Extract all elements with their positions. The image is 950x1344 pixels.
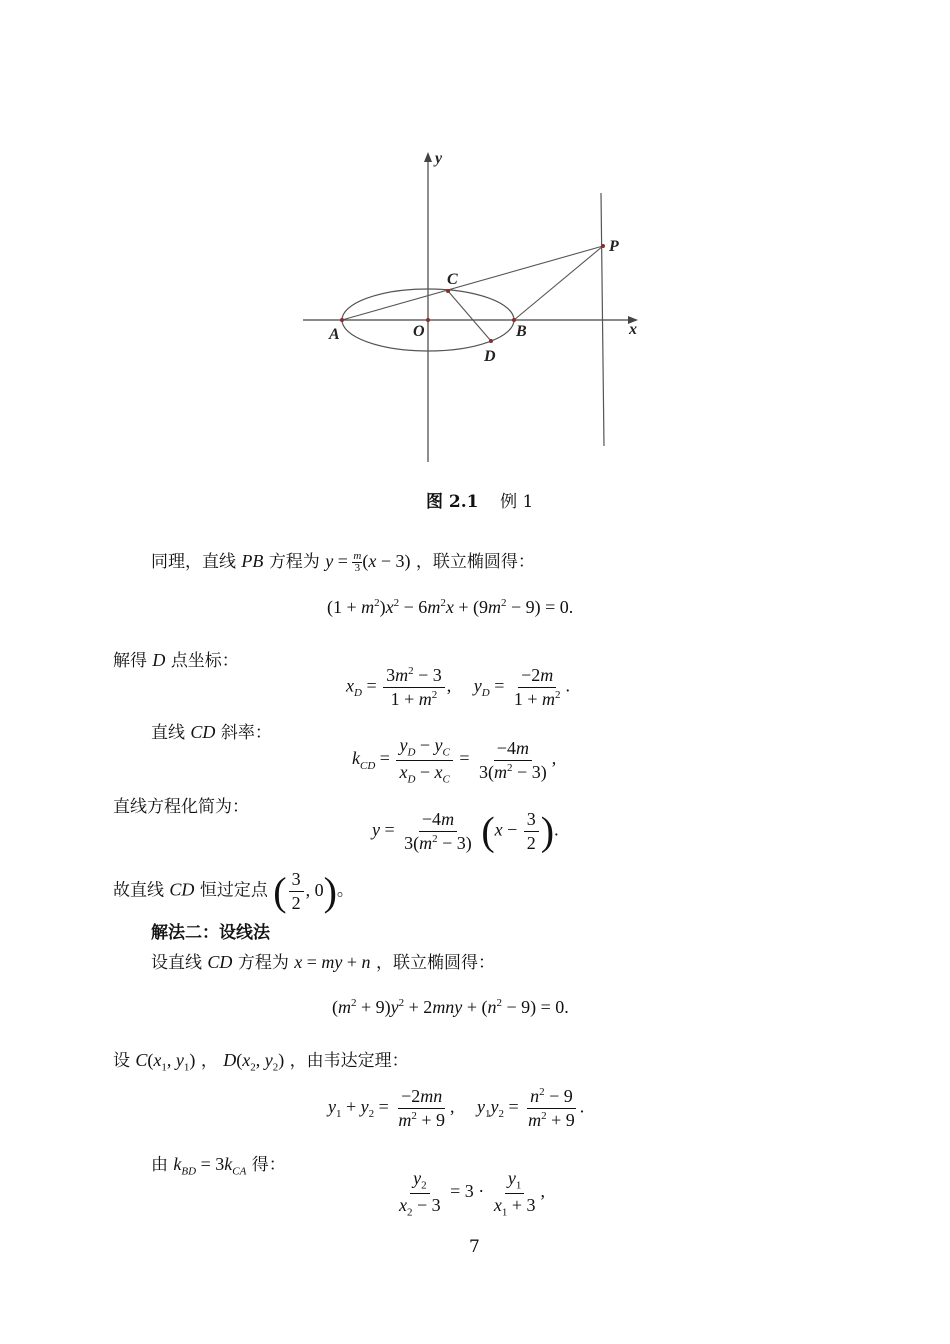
label-y: y — [435, 150, 443, 167]
equation-quadratic-x: $(1 + m^2)x^2 - 6m^2x + (9m^2 - 9) = 0$. — [327, 597, 574, 617]
line-CD — [448, 291, 491, 341]
para-line-pb: 同理，直线 PB 方程为 y = $\frac{m}{3}$ (x − 3) ，联立椭圆得： — [151, 550, 535, 575]
label-C: C — [447, 271, 458, 288]
point-B — [512, 318, 516, 322]
para-solve-d: 解得 D 点坐标： — [113, 650, 239, 671]
page-number: 7 — [469, 1237, 480, 1257]
label-D: D — [484, 348, 496, 365]
equation-quadratic-y: $(m^2 + 9)y^2 + 2mny + (n^2 - 9) = 0$. — [332, 997, 569, 1017]
label-O: O — [413, 323, 425, 340]
equation-d-coords: $x_D$ = $\frac{3m^2 - 3}{1 + m^2}$ , $y_D$ = $\frac{-2m}{1 + m^2}$ . — [346, 665, 571, 709]
equation-line-cd: y = $\frac{-4m}{3(m^2 - 3)}$ (x − $\frac{3}{2}$ ). — [372, 808, 559, 854]
line-BP — [514, 246, 603, 320]
figure-2-1 — [290, 145, 660, 475]
caption-text: 例 1 — [500, 492, 534, 512]
label-x: x — [629, 321, 637, 338]
para-slope-relation: 由 $k_{BD} = 3k_{CA}$ 得： — [151, 1154, 286, 1178]
label-A: A — [329, 326, 340, 343]
figure-caption — [426, 487, 533, 512]
point-A — [340, 318, 344, 322]
point-D — [489, 339, 493, 343]
para-slope-cd: 直线 CD 斜率： — [151, 722, 272, 743]
y-axis-arrow — [424, 152, 432, 162]
para-simplify: 直线方程化简为： — [113, 797, 249, 817]
point-C — [446, 289, 450, 293]
label-P: P — [609, 238, 619, 255]
line-AP — [342, 246, 603, 320]
point-O — [426, 318, 430, 322]
method-two-heading: 解法二：设线法 — [151, 923, 270, 943]
label-B: B — [516, 323, 527, 340]
para-vieta: 设 $C(x_1$, $y_1$) ， $D(x_2$, $y_2$) ，由韦达定理： — [113, 1050, 409, 1074]
caption-number: 图 2.1 — [426, 492, 479, 512]
para-line-setup: 设直线 CD 方程为 x = my + n ，联立椭圆得： — [151, 952, 495, 973]
equation-vieta: $y_1 + y_2$ = $\frac{-2mn}{m^2 + 9}$ , $y_1y_2$ = $\frac{n^2 - 9}{m^2 + 9}$ . — [328, 1086, 585, 1130]
point-P — [601, 244, 605, 248]
equation-ratio: $\frac{y_2}{x_2 - 3}$ = 3 · $\frac{y_1}{x_1 + 3}$ , — [399, 1168, 545, 1219]
equation-slope: $k_{CD}$ = $\frac{y_D - y_C}{x_D - x_C}$ = $\frac{-4m}{3(m^2 - 3)}$ , — [352, 735, 557, 786]
para-fixed-point: 故直线 CD 恒过定点 ( $\frac{3}{2}$ , 0)。 — [113, 868, 354, 914]
